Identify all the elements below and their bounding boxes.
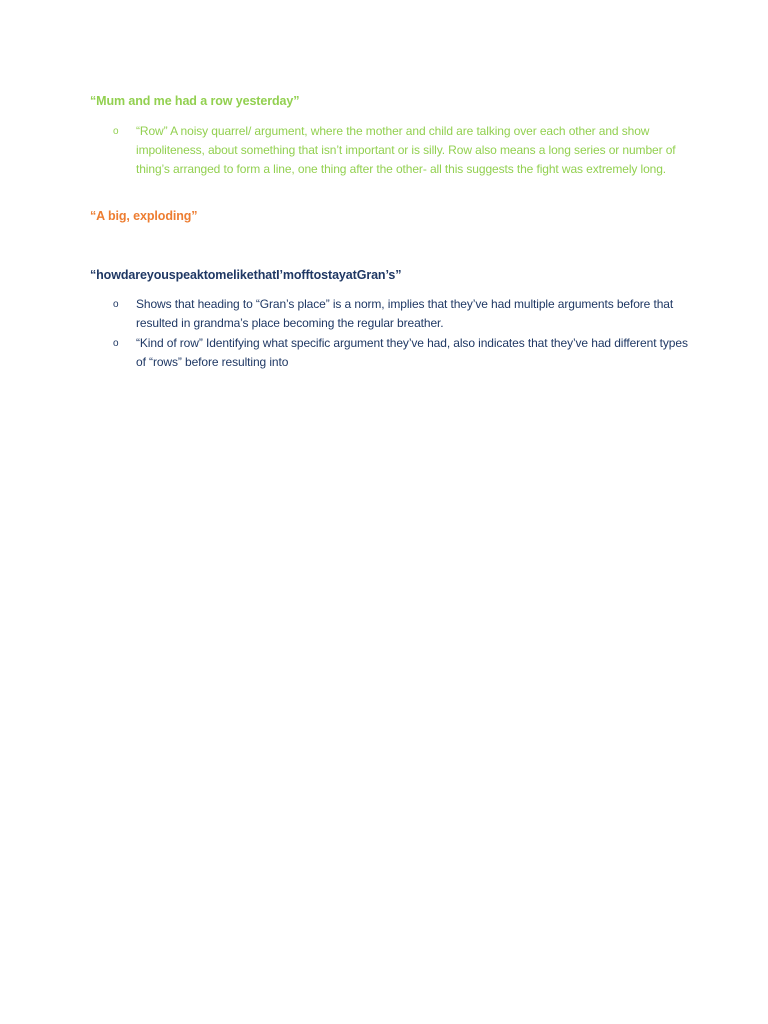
gran-analysis-list bbox=[90, 295, 690, 372]
list-item bbox=[90, 295, 690, 333]
quote-heading-mum-row: “Mum and me had a row yesterday” bbox=[90, 94, 300, 108]
list-item bbox=[90, 334, 690, 372]
bullet-marker: o bbox=[113, 299, 119, 310]
bullet-marker: o bbox=[113, 126, 119, 137]
list-item bbox=[90, 122, 690, 179]
list-item-text: “Row” A noisy quarrel/ argument, where the mother and child are talking over each other and show impoliteness, about something that isn’t important or is silly. Row also means a long series or number of thing’s arranged to form a line, one thing after the other- all this suggests the fight was extremely long. bbox=[136, 124, 676, 176]
quote-heading-gran: “howdareyouspeaktomelikethatI’mofftostayatGran’s” bbox=[90, 268, 402, 282]
list-item-text: “Kind of row” Identifying what specific argument they’ve had, also indicates that they’ve had different types of “rows” before resulting into bbox=[136, 336, 688, 369]
bullet-marker: o bbox=[113, 338, 119, 349]
quote-heading-big-exploding: “A big, exploding” bbox=[90, 209, 198, 223]
list-item-text: Shows that heading to “Gran’s place” is a norm, implies that they’ve had multiple arguments before that resulted in grandma’s place becoming the regular breather. bbox=[136, 297, 674, 330]
row-analysis-list bbox=[90, 122, 690, 179]
